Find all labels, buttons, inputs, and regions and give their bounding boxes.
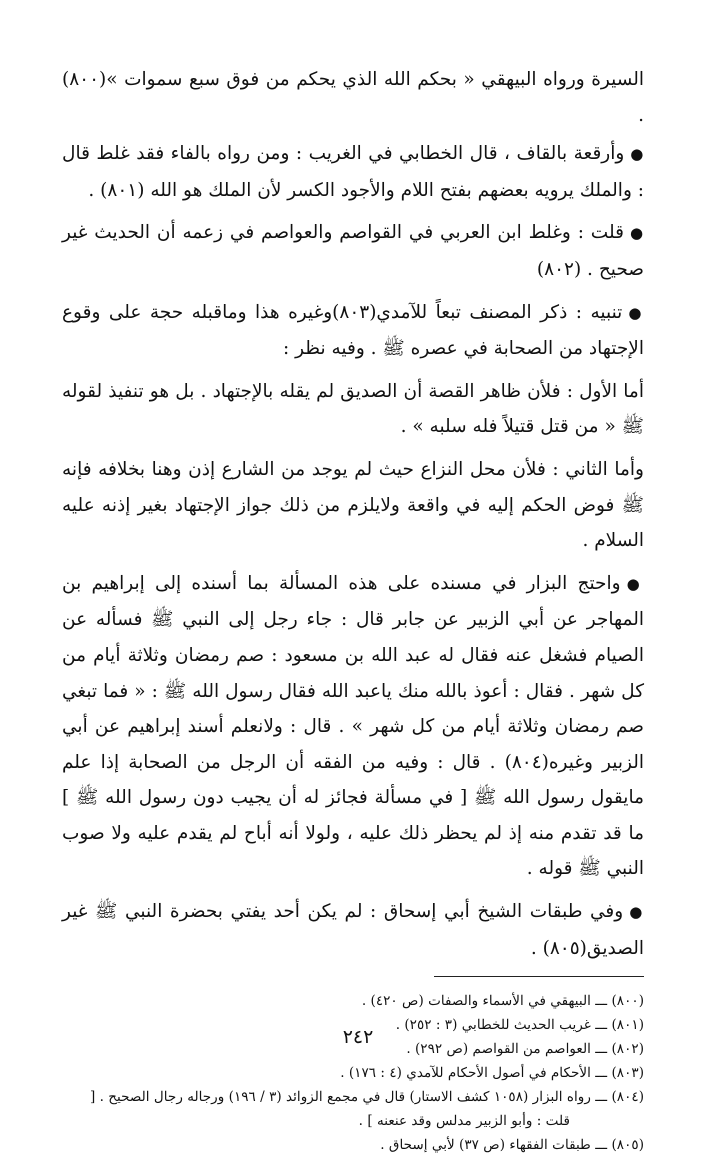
footnote: (٨٠١) ـــ غريب الحديث للخطابي (٣ : ٢٥٢) . bbox=[395, 1017, 644, 1034]
bullet-icon: ● bbox=[629, 903, 644, 922]
paragraph: ●وفي طبقات الشيخ أبي إسحاق : لم يكن أحد يفتي بحضرة النبي ﷺ غير الصديق(٨٠٥) . bbox=[62, 901, 644, 959]
bullet-icon: ● bbox=[629, 224, 644, 243]
footnote: (٨٠٤) ـــ رواه البزار (١٠٥٨ كشف الاستار) قال في مجمع الزوائد (٣ / ١٩٦) ورجاله رجال الصحيح . [ قلت : وأبو الزبير مدلس وقد عنعنه ] . bbox=[89, 1089, 644, 1130]
page-number: ٢٤٢ bbox=[342, 1026, 374, 1048]
paragraph: وأما الثاني : فلأن محل النزاع حيث لم يوجد من الشارع إذن وهنا بخلافه فإنه ﷺ فوض الحكم إليه في واقعة ولايلزم من ذلك جواز الإجتهاد بغير إذنه عليه السلام . bbox=[62, 458, 644, 552]
paragraph: أما الأول : فلأن ظاهر القصة أن الصديق لم يقله بالإجتهاد . بل هو تنفيذ لقوله ﷺ « من قتل قتيلاً فله سلبه » . bbox=[62, 380, 644, 438]
footnote: (٨٠٢) ـــ العواصم من القواصم (ص ٢٩٢) . bbox=[406, 1041, 644, 1058]
paragraph: السيرة ورواه البيهقي « بحكم الله الذي يحكم من فوق سبع سموات »(٨٠٠) . bbox=[62, 69, 644, 126]
paragraph: ●قلت : وغلط ابن العربي في القواصم والعواصم في زعمه أن الحديث غير صحيح . (٨٠٢) bbox=[62, 222, 644, 280]
footnote: (٨٠٣) ـــ الأحكام في أصول الأحكام للآمدي (٤ : ١٧٦) . bbox=[340, 1065, 644, 1082]
paragraph: ●تنبيه : ذكر المصنف تبعاً للآمدي(٨٠٣)وغيره هذا وماقبله حجة على وقوع الإجتهاد من الصحابة في عصره ﷺ . وفيه نظر : bbox=[62, 301, 644, 360]
paragraph: ●وأرقعة بالقاف ، قال الخطابي في الغريب : ومن رواه بالفاء فقد غلط قال : والملك يرويه بعضهم بفتح اللام والأجود الكسر لأن الملك هو الله (٨٠١) . bbox=[62, 143, 644, 201]
bullet-icon: ● bbox=[630, 145, 644, 164]
footnote-separator bbox=[434, 976, 644, 977]
bullet-icon: ● bbox=[626, 574, 644, 593]
paragraph: ●واحتج البزار في مسنده على هذه المسألة بما أسنده إلى إبراهيم بن المهاجر عن أبي الزبير عن جابر قال : جاء رجل إلى النبي ﷺ فسأله عن الصيام فشغل عنه فقال له عبد الله بن مسعود : صم رمضان وثلاثة أيام من كل شهر . فقال : أعوذ بالله منك ياعبد الله فقال رسول الله ﷺ : « فما تبغي صم رمضان وثلاثة أيام من كل شهر » . قال : ولانعلم أسند إبراهيم عن أبي الزبير وغيره(٨٠٤) . قال : وفيه من الفقه أن الرجل من الصحابة إذا علم مايقول رسول الله ﷺ [ في مسألة فجائز له أن يجيب دون رسول الله ﷺ ] ما قد تقدم منه إذ لم يحظر ذلك عليه ، ولولا أنه أباح لم يقدم عليه ولا صوب النبي ﷺ قوله . bbox=[62, 572, 644, 880]
bullet-icon: ● bbox=[628, 303, 644, 322]
footnote: (٨٠٥) ـــ طبقات الفقهاء (ص ٣٧) لأبي إسحاق . bbox=[380, 1137, 644, 1154]
main-text bbox=[62, 62, 644, 966]
footnote: (٨٠٠) ـــ البيهقي في الأسماء والصفات (ص ٤٢٠) . bbox=[361, 993, 644, 1010]
footnotes bbox=[62, 989, 644, 1157]
